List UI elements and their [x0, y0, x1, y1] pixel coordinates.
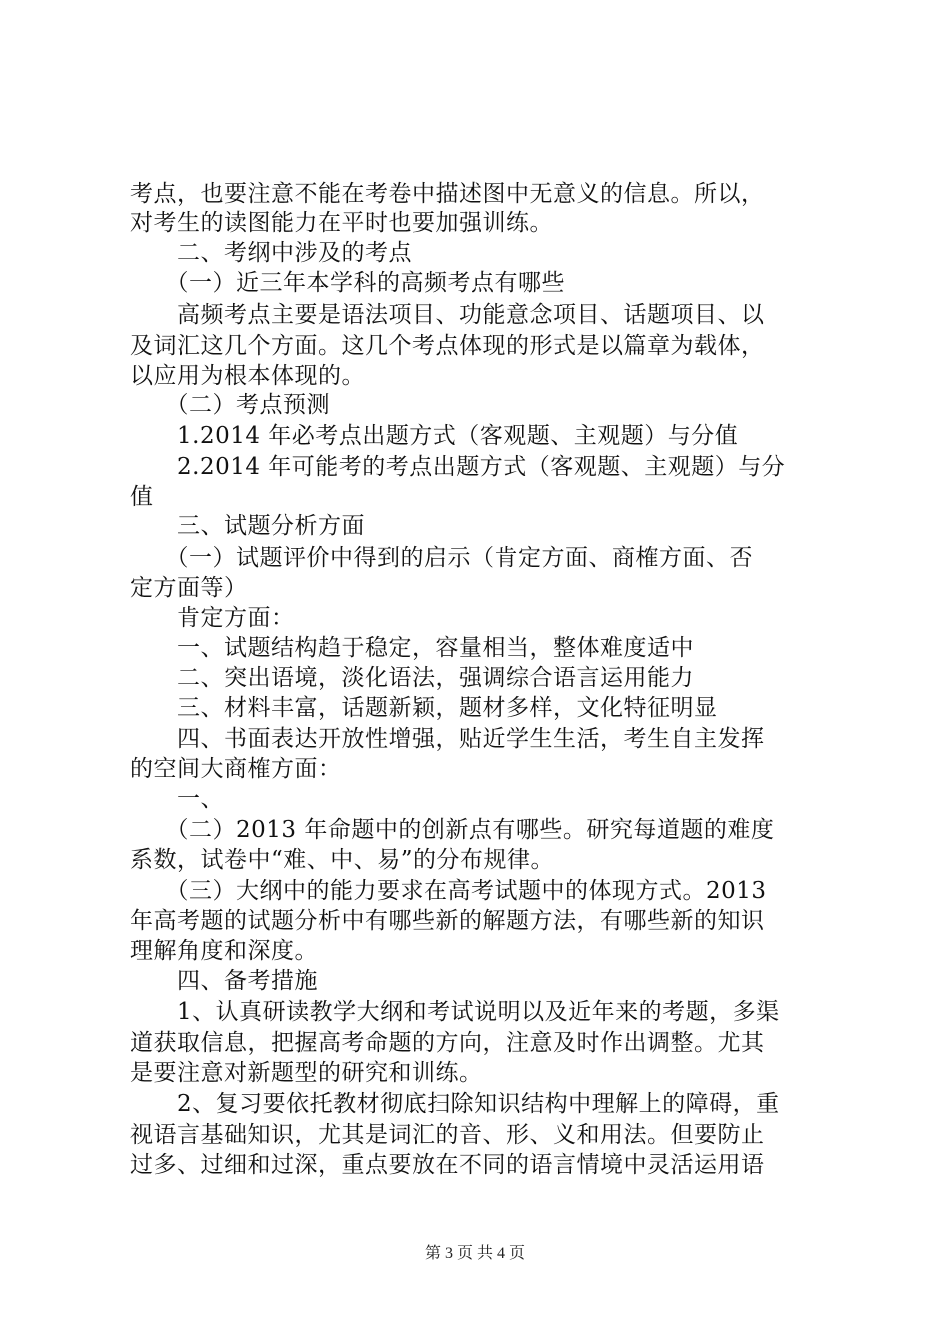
- text-line: （二）2013 年命题中的创新点有哪些。研究每道题的难度: [130, 817, 775, 843]
- text-line: 以应用为根本体现的。: [130, 363, 365, 389]
- text-line: 四、书面表达开放性增强，贴近学生生活，考生自主发挥: [130, 726, 765, 752]
- text-line: 定方面等）: [130, 575, 248, 601]
- text-line: 1.2014 年必考点出题方式（客观题、主观题）与分值: [130, 423, 739, 449]
- text-line: 三、试题分析方面: [130, 513, 365, 539]
- text-line: 年高考题的试题分析中有哪些新的解题方法，有哪些新的知识: [130, 908, 765, 934]
- text-line: 肯定方面：: [130, 605, 295, 631]
- text-line: 的空间大商榷方面：: [130, 756, 342, 782]
- text-line: 二、考纲中涉及的考点: [130, 240, 412, 266]
- page-footer: 第 3 页 共 4 页: [424, 1245, 525, 1262]
- text-line: 2、复习要依托教材彻底扫除知识结构中理解上的障碍，重: [130, 1091, 780, 1117]
- text-line: 三、材料丰富，话题新颖，题材多样，文化特征明显: [130, 695, 718, 721]
- text-line: 一、: [130, 786, 224, 812]
- text-line: 四、备考措施: [130, 968, 318, 994]
- text-line: 道获取信息，把握高考命题的方向，注意及时作出调整。尤其: [130, 1030, 765, 1056]
- text-line: （三）大纲中的能力要求在高考试题中的体现方式。2013: [130, 878, 767, 904]
- text-line: 理解角度和深度。: [130, 938, 318, 964]
- text-line: 值: [130, 484, 154, 510]
- text-line: 视语言基础知识，尤其是词汇的音、形、义和用法。但要防止: [130, 1122, 765, 1148]
- text-line: 高频考点主要是语法项目、功能意念项目、话题项目、以: [130, 302, 765, 328]
- text-line: 二、突出语境，淡化语法，强调综合语言运用能力: [130, 665, 694, 691]
- text-line: 过多、过细和过深，重点要放在不同的语言情境中灵活运用语: [130, 1152, 765, 1178]
- text-line: （二）考点预测: [130, 392, 330, 418]
- text-line: （一）近三年本学科的高频考点有哪些: [130, 270, 565, 296]
- text-line: 是要注意对新题型的研究和训练。: [130, 1060, 483, 1086]
- text-line: 一、试题结构趋于稳定，容量相当，整体难度适中: [130, 635, 694, 661]
- text-line: 1、认真研读教学大纲和考试说明以及近年来的考题，多渠: [130, 999, 780, 1025]
- text-line: 对考生的读图能力在平时也要加强训练。: [130, 210, 553, 236]
- text-line: 2.2014 年可能考的考点出题方式（客观题、主观题）与分: [130, 454, 786, 480]
- text-line: （一）试题评价中得到的启示（肯定方面、商榷方面、否: [130, 545, 753, 571]
- text-line: 及词汇这几个方面。这几个考点体现的形式是以篇章为载体，: [130, 333, 765, 359]
- text-line: 考点，也要注意不能在考卷中描述图中无意义的信息。所以，: [130, 181, 765, 207]
- text-line: 系数，试卷中“难、中、易”的分布规律。: [130, 847, 555, 873]
